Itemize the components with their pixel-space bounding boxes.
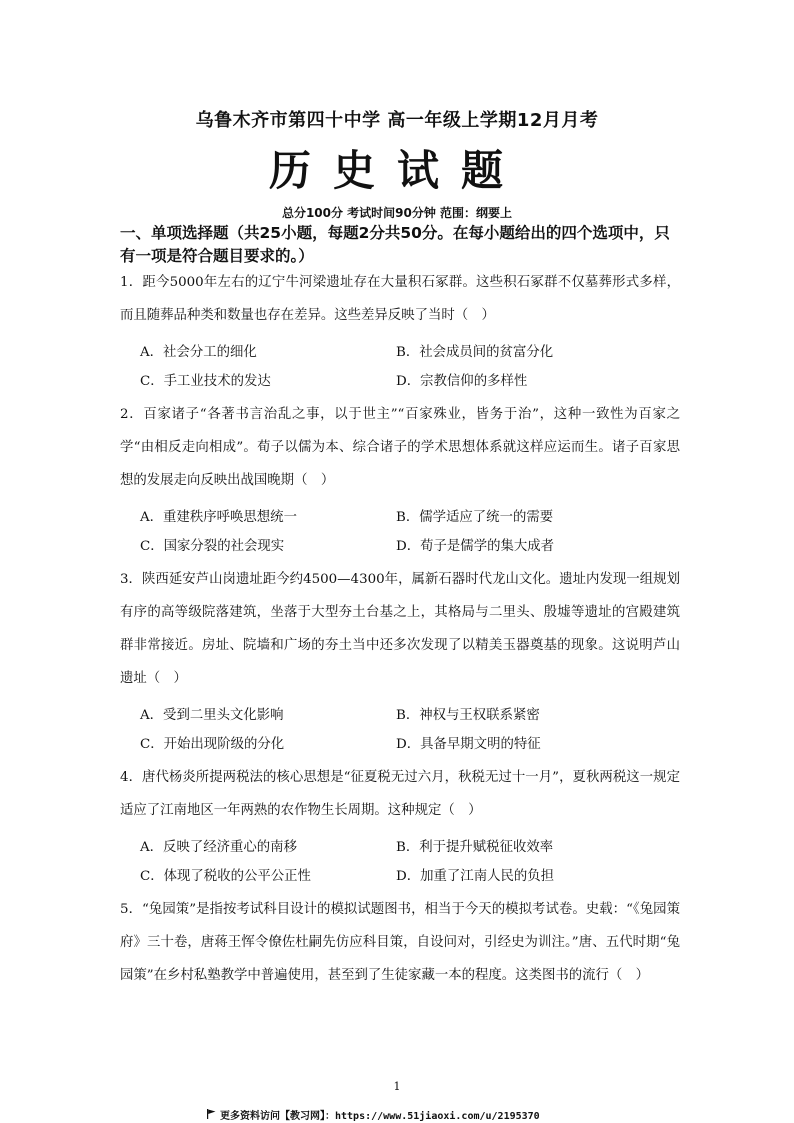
option-group	[120, 338, 680, 396]
question-stem: 1．距今5000年左右的辽宁牛河梁遗址存在大量积石冢群。这些积石冢群不仅墓葬形式多样，而且随葬品种类和数量也存在差异。这些差异反映了当时（ ）	[120, 275, 680, 323]
page-number: 1	[393, 1080, 401, 1093]
option-b: B．神权与王权联系紧密	[396, 708, 540, 723]
option-d: D．宗教信仰的多样性	[396, 374, 528, 389]
footer-link-text[interactable]: 更多资料访问【教习网】：https://www.51jiaoxi.com/u/2195370	[220, 1110, 540, 1122]
question-2	[120, 398, 680, 561]
option-group	[120, 701, 680, 759]
school-title: 乌鲁木齐市第四十中学 高一年级上学期12月月考	[195, 110, 599, 131]
flag-icon	[206, 1109, 216, 1119]
footer-link[interactable]	[206, 1106, 540, 1122]
option-c: C．国家分裂的社会现实	[140, 539, 285, 554]
option-b: B．社会成员间的贫富分化	[396, 345, 554, 360]
option-d: D．加重了江南人民的负担	[396, 869, 555, 884]
option-a: A．受到二里头文化影响	[140, 708, 284, 723]
question-3	[120, 563, 680, 759]
question-stem: 4．唐代杨炎所提两税法的核心思想是“征夏税无过六月，秋税无过十一月”，夏秋两税这一规定适应了江南地区一年两熟的农作物生长周期。这种规定（ ）	[120, 770, 680, 818]
question-list	[120, 266, 680, 992]
section-heading: 一、单项选择题（共25小题，每题2分共50分。在每小题给出的四个选项中，只有一项是符合题目要求的。）	[120, 224, 670, 265]
option-group	[120, 833, 680, 891]
question-1	[120, 266, 680, 396]
option-c: C．手工业技术的发达	[140, 374, 271, 389]
option-b: B．儒学适应了统一的需要	[396, 510, 554, 525]
question-4	[120, 761, 680, 891]
option-b: B．利于提升赋税征收效率	[396, 840, 554, 855]
option-a: A．社会分工的细化	[140, 345, 257, 360]
question-5	[120, 893, 680, 992]
option-a: A．反映了经济重心的南移	[140, 840, 297, 855]
option-group	[120, 503, 680, 561]
question-stem: 3．陕西延安芦山岗遗址距今约4500—4300年，属新石器时代龙山文化。遗址内发现一组规划有序的高等级院落建筑，坐落于大型夯土台基之上，其格局与二里头、殷墟等遗址的宫殿建筑群非常接近。房址、院墙和广场的夯土当中还多次发现了以精美玉器奠基的现象。这说明芦山遗址（ ）	[120, 572, 680, 686]
question-stem: 2．百家诸子“各著书言治乱之事，以于世主”“百家殊业，皆务于治”，这种一致性为百家之学“由相反走向相成”。荀子以儒为本、综合诸子的学术思想体系就这样应运而生。诸子百家思想的发展走向反映出战国晚期（ ）	[120, 407, 680, 488]
question-stem: 5．“兔园策”是指按考试科目设计的模拟试题图书，相当于今天的模拟考试卷。史载：“《兔园策府》三十卷，唐蒋王恽令僚佐杜嗣先仿应科目策，自设问对，引经史为训注。”唐、五代时期“兔园策”在乡村私塾教学中普遍使用，甚至到了生徒家藏一本的程度。这类图书的流行（ ）	[120, 902, 680, 983]
exam-info: 总分100分 考试时间90分钟 范围：纲要上	[281, 206, 513, 220]
option-d: D．具备早期文明的特征	[396, 737, 541, 752]
option-d: D．荀子是儒学的集大成者	[396, 539, 555, 554]
page-title: 历史试题	[268, 146, 525, 195]
option-c: C．开始出现阶级的分化	[140, 737, 285, 752]
option-a: A．重建秩序呼唤思想统一	[140, 510, 297, 525]
option-c: C．体现了税收的公平公正性	[140, 869, 311, 884]
